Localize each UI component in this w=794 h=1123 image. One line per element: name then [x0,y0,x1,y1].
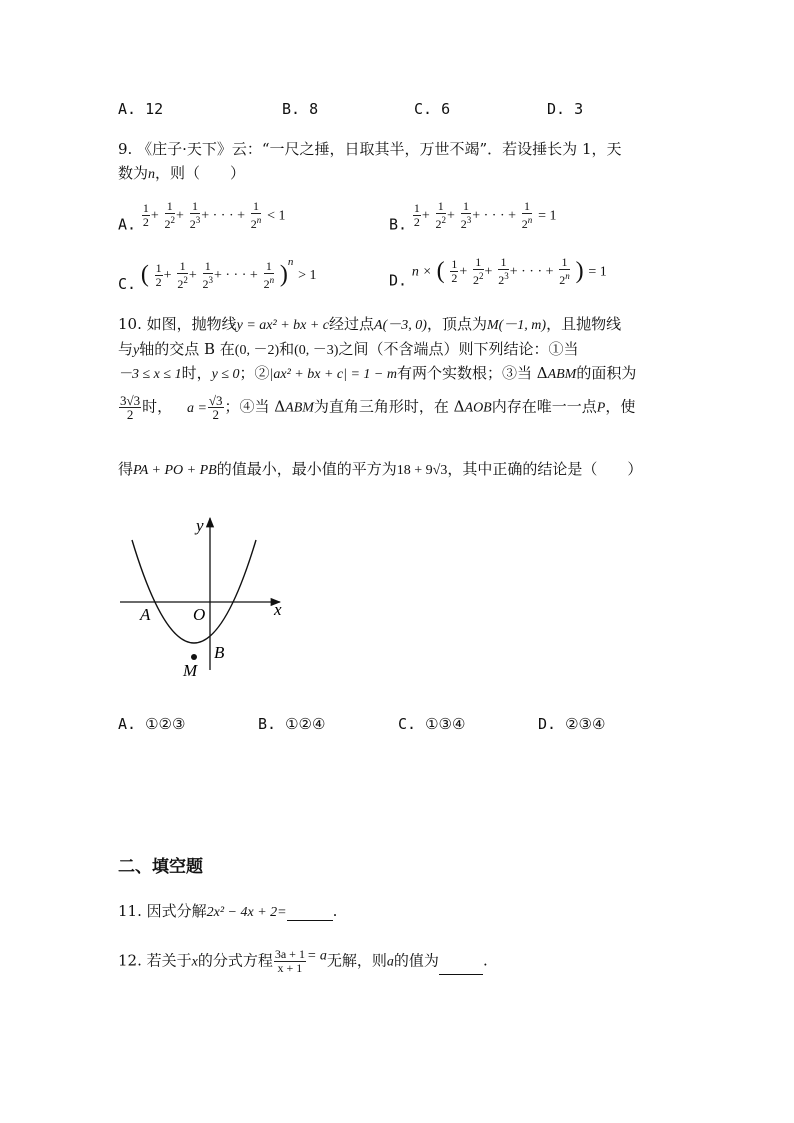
q11: 11. 因式分解2x² − 4x + 2= . [118,902,338,920]
point-a-label: A [140,605,151,624]
q9-option-c: C. ( $\frac{1}{2}$ + $\frac{1}{2^2}$ + $\frac{1}{2^3}$ + · · · + $\frac{1}{2^n}$ )$^n$ > 1 [118,256,317,293]
x-axis-label: x [274,600,282,619]
q10-line5: 得PA + PO + PB的值最小，最小值的平方为18 + 9√3，其中正确的结论是（ ） [118,460,643,478]
q10-line4: $\frac{3√3}{2}$ 时， a = $\frac{√3}{2}$ ；④当 ΔABM为直角三角形时，在 ΔAOB内存在唯一一点P，使 [120,393,636,422]
answer-blank[interactable] [439,959,483,975]
q12: 12. 若关于x的分式方程 $\frac{3a + 1}{x + 1}$ = a无解，则a的值为 . [118,947,488,975]
q9-line1: 9. 《庄子·天下》云：“一尺之捶，日取其半，万世不竭”．若设捶长为 1，天 [118,140,622,158]
option-b: B. 8 [282,100,319,118]
option-c: C. 6 [414,100,451,118]
q9-option-a: A. $\frac{1}{2}$ + $\frac{1}{2^2}$ + $\frac{1}{2^3}$ + · · · + $\frac{1}{2^n}$ < 1 [118,199,286,234]
option-a: A. 12 [118,100,164,118]
q9-option-b: B. $\frac{1}{2}$ + $\frac{1}{2^2}$ + $\frac{1}{2^3}$ + · · · + $\frac{1}{2^n}$ = 1 [389,199,557,234]
q10-line3: －3 ≤ x ≤ 1时，y ≤ 0；②|ax² + bx + c| = 1 − m有两个实数根；③当 ΔABM的面积为 [118,364,637,382]
parabola-curve [132,540,256,643]
q10-option-b: B. ①②④ [258,715,326,733]
q10-option-a: A. ①②③ [118,715,186,733]
q10-line2: 与y轴的交点 B 在(0, －2)和(0, －3)之间（不含端点）则下列结论：①当 [118,340,579,358]
answer-blank[interactable] [287,905,333,921]
origin-label: O [193,605,206,624]
q10-option-c: C. ①③④ [398,715,466,733]
parabola-figure [110,510,300,690]
q9-line2: 数为n，则（ ） [118,164,246,182]
option-d: D. 3 [547,100,584,118]
vertex-point [191,654,197,660]
point-m-label: M [183,661,198,680]
q10-option-d: D. ②③④ [538,715,606,733]
section-title: 二、填空题 [118,857,203,877]
y-axis-label: y [196,516,204,535]
q10-line1: 10. 如图，抛物线y = ax² + bx + c经过点A(－3, 0)，顶点为M(－1, m)，且抛物线 [118,315,622,333]
q9-option-d: D. n × ( $\frac{1}{2}$ + $\frac{1}{2^2}$ + $\frac{1}{2^3}$ + · · · + $\frac{1}{2^n}$ ) = 1 [389,255,607,290]
point-b-label: B [214,643,225,662]
